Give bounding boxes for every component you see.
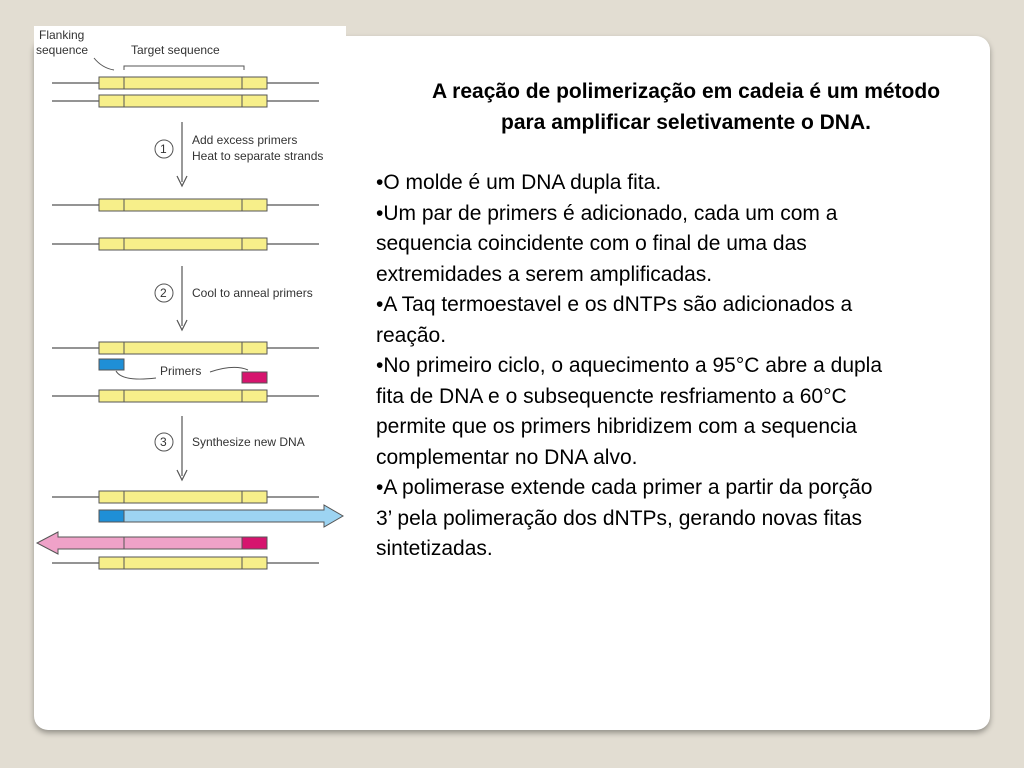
slide-title-line1: A reação de polimerização em cadeia é um método (431, 80, 941, 103)
separated-strands (52, 199, 319, 250)
reverse-primer (242, 372, 267, 383)
annealed-strands (52, 342, 319, 402)
bullet-line: complementar no DNA alvo. (376, 445, 638, 469)
bullet-line: •A polimerase extende cada primer a partir da porção (376, 476, 873, 499)
bullet-line: •O molde é um DNA dupla fita. (376, 171, 662, 194)
flanking-label-line1: Flanking (39, 28, 85, 42)
bullet-line: •Um par de primers é adicionado, cada um com a (376, 201, 838, 225)
bullet-line: extremidades a serem amplificadas. (376, 262, 713, 286)
bullet-line: reação. (376, 323, 447, 347)
pcr-diagram (34, 26, 346, 578)
slide-title-line2: para amplificar seletivamente o DNA. (501, 110, 871, 134)
pcr-diagram-svg (34, 26, 346, 578)
step-3-number: 3 (160, 435, 167, 449)
new-reverse-strand (37, 532, 267, 554)
initial-duplex (52, 77, 319, 107)
flanking-label-line2: sequence (36, 43, 89, 57)
bullet-line: •No primeiro ciclo, o aquecimento a 95°C abre a dupla (376, 354, 883, 377)
bullet-list (376, 168, 996, 565)
step-1 (155, 122, 323, 186)
primers-label: Primers (160, 364, 202, 378)
step-2-number: 2 (160, 286, 167, 300)
target-bracket (124, 66, 244, 70)
flanking-pointer (94, 58, 114, 70)
bullet-line: permite que os primers hibridizem com a sequencia (376, 415, 857, 438)
synthesized-strands (37, 491, 343, 569)
bullet-line: 3’ pela polimeração dos dNTPs, gerando novas fitas (376, 506, 862, 530)
bullet-line: •A Taq termoestavel e os dNTPs são adicionados a (376, 293, 853, 316)
step-1-text-line2: Heat to separate strands (192, 149, 324, 163)
step-1-number: 1 (160, 142, 167, 156)
bullet-line: sintetizadas. (376, 537, 493, 560)
forward-primer (99, 359, 124, 370)
new-forward-strand (99, 505, 343, 527)
bullet-line: fita de DNA e o subsequencte resfriamento a 60°C (376, 384, 847, 408)
step-3 (155, 416, 305, 480)
target-label: Target sequence (131, 43, 220, 57)
step-2-text-line1: Cool to anneal primers (192, 286, 313, 300)
slide-text (376, 77, 996, 565)
step-2 (155, 266, 313, 330)
bullet-line: sequencia coincidente com o final de uma das (376, 232, 807, 255)
step-1-text-line1: Add excess primers (192, 133, 298, 147)
step-3-text-line1: Synthesize new DNA (192, 435, 305, 449)
slide-title (376, 77, 996, 138)
